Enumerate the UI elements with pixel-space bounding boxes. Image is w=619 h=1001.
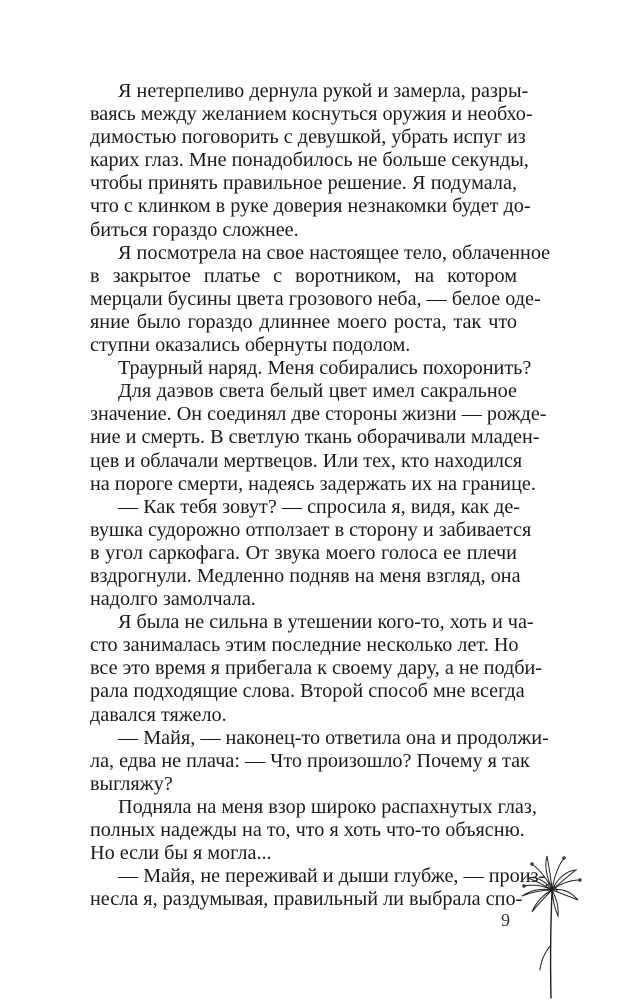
flower-illustration xyxy=(514,850,584,1000)
text-line: Для даэвов света белый цвет имел сакральное xyxy=(118,380,517,403)
text-line: вздрогнули. Медленно подняв на меня взгляд, она xyxy=(90,564,521,587)
text-line: сто занималась этим последние несколько лет. Но xyxy=(90,634,519,657)
text-line: Подняла на меня взор широко распахнутых глаз, xyxy=(118,795,537,818)
text-line: биться гораздо сложнее. xyxy=(90,218,299,241)
text-line: Но если бы я могла... xyxy=(90,842,272,865)
text-line: ступни оказались обернуты подолом. xyxy=(90,334,411,357)
page-number: 9 xyxy=(501,910,510,930)
text-line: яние было гораздо длиннее моего роста, так что xyxy=(90,310,517,333)
text-line: давался тяжело. xyxy=(90,703,227,726)
text-line: чтобы принять правильное решение. Я подумала, xyxy=(90,172,517,195)
text-line: Я нетерпеливо дернула рукой и замерла, разры- xyxy=(118,80,529,102)
text-line: Я посмотрела на свое настоящее тело, облаченное xyxy=(118,241,551,264)
text-line: ла, едва не плача: — Что произошло? Почему я так xyxy=(90,749,530,772)
text-line: выгляжу? xyxy=(90,772,173,795)
text-line: цев и облачали мертвецов. Или тех, кто находился xyxy=(90,449,523,472)
body-text xyxy=(90,80,551,911)
text-line: в угол саркофага. От звука моего голоса ее плечи xyxy=(90,541,517,564)
text-line: в закрытое платье с воротником, на котором xyxy=(90,264,517,287)
text-line: карих глаз. Мне понадобилось не больше секунды, xyxy=(90,149,529,172)
text-line: — Майя, не переживай и дыши глубже, — произ- xyxy=(118,865,546,888)
text-line: — Майя, — наконец-то ответила она и продолжи- xyxy=(118,726,549,749)
text-line: все это время я прибегала к своему дару, а не подби- xyxy=(90,657,543,680)
text-line: значение. Он соединял две стороны жизни — рожде- xyxy=(90,403,547,426)
text-line: на пороге смерти, надеясь задержать их на границе. xyxy=(90,472,536,495)
text-line: вушка судорожно отползает в сторону и забивается xyxy=(90,518,532,541)
text-line: Траурный наряд. Меня собирались похоронить? xyxy=(118,357,532,380)
text-line: несла я, раздумывая, правильный ли выбрала спо- xyxy=(90,888,523,911)
text-line: надолго замолчала. xyxy=(90,588,256,611)
text-line: полных надежды на то, что я хоть что-то объясню. xyxy=(90,819,525,841)
text-line: — Как тебя зовут? — спросила я, видя, как де- xyxy=(118,495,521,518)
text-line: димостью поговорить с девушкой, убрать испуг из xyxy=(90,126,526,149)
text-line: ние и смерть. В светлую ткань оборачивали младен- xyxy=(90,426,540,449)
text-line: рала подходящие слова. Второй способ мне всегда xyxy=(90,680,525,703)
text-line: что с клинком в руке доверия незнакомки будет до- xyxy=(90,195,531,218)
text-line: Я была не сильна в утешении кого-то, хоть и ча- xyxy=(118,611,534,634)
text-line: ваясь между желанием коснуться оружия и необхо- xyxy=(90,103,533,126)
text-line: мерцали бусины цвета грозового неба, — белое оде- xyxy=(90,287,541,310)
